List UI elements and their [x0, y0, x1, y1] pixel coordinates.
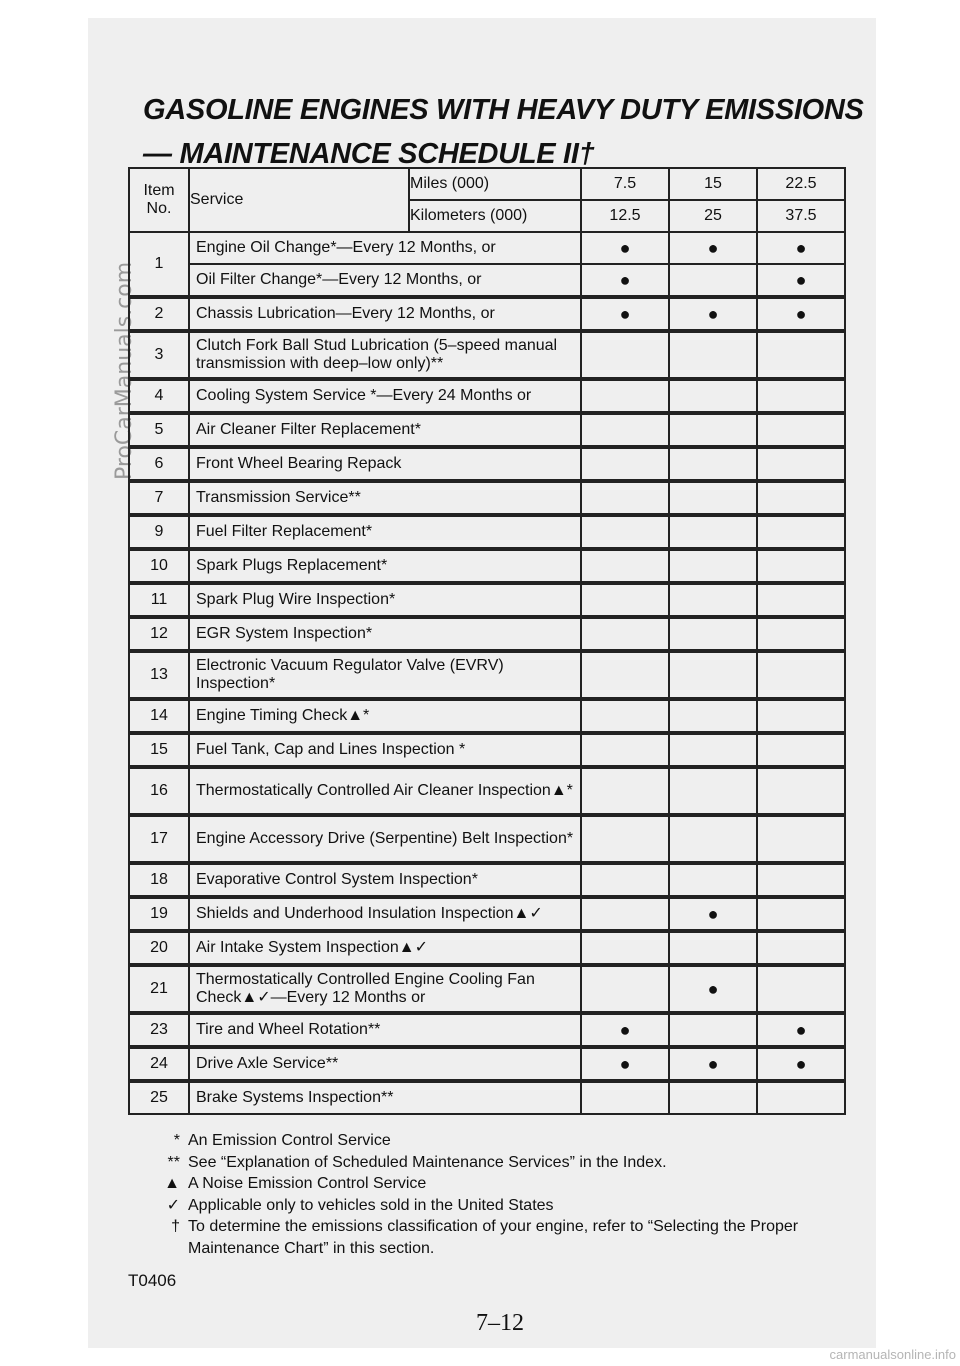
interval-mark — [669, 583, 757, 617]
service-description: Air Intake System Inspection▲✓ — [189, 931, 581, 965]
interval-mark: ● — [757, 1047, 845, 1081]
interval-mark — [669, 815, 757, 863]
interval-mark — [669, 379, 757, 413]
interval-mark — [581, 481, 669, 515]
table-row — [129, 897, 845, 931]
interval-mark: ● — [757, 232, 845, 264]
interval-mark — [581, 931, 669, 965]
item-number: 13 — [129, 651, 189, 699]
item-number: 6 — [129, 447, 189, 481]
interval-mark — [669, 515, 757, 549]
interval-mark — [757, 931, 845, 965]
item-number: 2 — [129, 297, 189, 331]
interval-mark — [757, 863, 845, 897]
interval-mark — [757, 331, 845, 379]
service-description: Evaporative Control System Inspection* — [189, 863, 581, 897]
interval-mark — [669, 447, 757, 481]
table-row — [129, 965, 845, 1013]
interval-mark — [757, 413, 845, 447]
header-service: Service — [189, 168, 409, 232]
interval-mark — [581, 1081, 669, 1114]
footnote — [150, 1216, 850, 1259]
item-number: 25 — [129, 1081, 189, 1114]
service-description: Engine Timing Check▲* — [189, 699, 581, 733]
service-description: Fuel Tank, Cap and Lines Inspection * — [189, 733, 581, 767]
interval-mark — [757, 515, 845, 549]
footnote-text: See “Explanation of Scheduled Maintenance Services” in the Index. — [188, 1153, 667, 1171]
interval-mark: ● — [581, 264, 669, 297]
interval-mark — [757, 897, 845, 931]
item-number: 15 — [129, 733, 189, 767]
interval-mark — [757, 447, 845, 481]
maintenance-schedule-table — [128, 167, 846, 1115]
footnote — [150, 1130, 850, 1152]
side-watermark: ProCarManuals.com — [112, 261, 137, 480]
footnote-text: Applicable only to vehicles sold in the United States — [188, 1196, 554, 1214]
header-miles-value: 22.5 — [757, 168, 845, 200]
interval-mark — [757, 617, 845, 651]
interval-mark — [669, 617, 757, 651]
service-description: Air Cleaner Filter Replacement* — [189, 413, 581, 447]
interval-mark: ● — [669, 232, 757, 264]
footnote — [150, 1152, 850, 1174]
item-number: 10 — [129, 549, 189, 583]
table-row — [129, 1081, 845, 1114]
interval-mark — [757, 965, 845, 1013]
table-row — [129, 699, 845, 733]
item-number: 21 — [129, 965, 189, 1013]
service-description: Thermostatically Controlled Engine Cooling Fan Check▲✓—Every 12 Months or — [189, 965, 581, 1013]
interval-mark — [581, 863, 669, 897]
interval-mark — [669, 651, 757, 699]
interval-mark — [757, 481, 845, 515]
interval-mark — [581, 515, 669, 549]
interval-mark — [669, 331, 757, 379]
interval-mark — [581, 897, 669, 931]
interval-mark — [669, 1081, 757, 1114]
service-description: Oil Filter Change*—Every 12 Months, or — [189, 264, 581, 297]
interval-mark — [669, 549, 757, 583]
service-description: Engine Oil Change*—Every 12 Months, or — [189, 232, 581, 264]
table-code: T0406 — [128, 1271, 177, 1290]
title-line-2: — MAINTENANCE SCHEDULE II† — [143, 138, 595, 170]
interval-mark — [757, 583, 845, 617]
interval-mark: ● — [581, 232, 669, 264]
interval-mark — [757, 699, 845, 733]
interval-mark — [581, 413, 669, 447]
item-number: 17 — [129, 815, 189, 863]
table-row — [129, 1013, 845, 1047]
service-description: Tire and Wheel Rotation** — [189, 1013, 581, 1047]
item-number: 16 — [129, 767, 189, 815]
table-row — [129, 931, 845, 965]
table-row — [129, 767, 845, 815]
footnote — [150, 1195, 850, 1217]
interval-mark — [757, 815, 845, 863]
dagger-icon: † — [171, 1218, 180, 1235]
interval-mark — [757, 549, 845, 583]
interval-mark: ● — [669, 1047, 757, 1081]
interval-mark: ● — [757, 297, 845, 331]
footnote-text: A Noise Emission Control Service — [188, 1175, 427, 1192]
table-row — [129, 481, 845, 515]
interval-mark — [581, 331, 669, 379]
interval-mark: ● — [669, 965, 757, 1013]
interval-mark — [581, 447, 669, 481]
interval-mark: ● — [581, 1013, 669, 1047]
interval-mark — [581, 583, 669, 617]
footer-watermark: carmanualsonline.info — [829, 1347, 956, 1362]
service-description: Thermostatically Controlled Air Cleaner Inspection▲* — [189, 767, 581, 815]
table-row — [129, 549, 845, 583]
interval-mark: ● — [669, 297, 757, 331]
item-number: 5 — [129, 413, 189, 447]
service-description: Shields and Underhood Insulation Inspection▲✓ — [189, 897, 581, 931]
interval-mark — [757, 379, 845, 413]
check-mark-icon: ✓ — [166, 1196, 180, 1214]
item-number: 24 — [129, 1047, 189, 1081]
table-row — [129, 733, 845, 767]
footnote-symbol: * — [173, 1132, 180, 1149]
table-row — [129, 1047, 845, 1081]
header-miles-value: 15 — [669, 168, 757, 200]
interval-mark — [669, 264, 757, 297]
table-row — [129, 583, 845, 617]
title-line-1: GASOLINE ENGINES WITH HEAVY DUTY EMISSIONS — [143, 94, 864, 126]
service-description: Engine Accessory Drive (Serpentine) Belt Inspection* — [189, 815, 581, 863]
interval-mark: ● — [669, 897, 757, 931]
interval-mark — [669, 733, 757, 767]
interval-mark — [581, 733, 669, 767]
item-number: 18 — [129, 863, 189, 897]
interval-mark — [581, 767, 669, 815]
interval-mark — [669, 699, 757, 733]
interval-mark — [581, 379, 669, 413]
service-description: Cooling System Service *—Every 24 Months or — [189, 379, 581, 413]
service-description: Electronic Vacuum Regulator Valve (EVRV) Inspection* — [189, 651, 581, 699]
item-number: 1 — [129, 232, 189, 297]
service-description: Transmission Service** — [189, 481, 581, 515]
interval-mark — [757, 1081, 845, 1114]
item-number: 9 — [129, 515, 189, 549]
interval-mark — [581, 965, 669, 1013]
table-row — [129, 863, 845, 897]
table-row — [129, 232, 845, 264]
footnote-text: An Emission Control Service — [188, 1132, 391, 1149]
table-row — [129, 447, 845, 481]
header-kilometers: Kilometers (000) — [409, 200, 581, 232]
service-description: EGR System Inspection* — [189, 617, 581, 651]
item-number: 7 — [129, 481, 189, 515]
item-number: 3 — [129, 331, 189, 379]
service-description: Front Wheel Bearing Repack — [189, 447, 581, 481]
table-row — [129, 413, 845, 447]
interval-mark: ● — [581, 297, 669, 331]
service-description: Brake Systems Inspection** — [189, 1081, 581, 1114]
item-number: 23 — [129, 1013, 189, 1047]
interval-mark — [669, 413, 757, 447]
interval-mark — [669, 863, 757, 897]
interval-mark — [757, 733, 845, 767]
header-km-value: 37.5 — [757, 200, 845, 232]
interval-mark — [581, 815, 669, 863]
service-description: Clutch Fork Ball Stud Lubrication (5–speed manual transmission with deep–low only)** — [189, 331, 581, 379]
item-number: 11 — [129, 583, 189, 617]
page-number: 7–12 — [476, 1310, 524, 1336]
item-number: 4 — [129, 379, 189, 413]
interval-mark — [669, 931, 757, 965]
item-number: 14 — [129, 699, 189, 733]
interval-mark: ● — [757, 1013, 845, 1047]
footnote — [150, 1173, 850, 1195]
interval-mark — [581, 549, 669, 583]
interval-mark — [669, 1013, 757, 1047]
service-description: Spark Plugs Replacement* — [189, 549, 581, 583]
header-miles: Miles (000) — [409, 168, 581, 200]
header-km-value: 25 — [669, 200, 757, 232]
interval-mark — [581, 699, 669, 733]
item-number: 12 — [129, 617, 189, 651]
table-row — [129, 264, 845, 297]
table-row — [129, 617, 845, 651]
table-row — [129, 815, 845, 863]
service-description: Drive Axle Service** — [189, 1047, 581, 1081]
interval-mark — [581, 651, 669, 699]
table-row — [129, 331, 845, 379]
page-title — [143, 88, 864, 176]
service-description: Chassis Lubrication—Every 12 Months, or — [189, 297, 581, 331]
header-item-no: Item No. — [129, 168, 189, 232]
item-number: 20 — [129, 931, 189, 965]
table-row — [129, 379, 845, 413]
interval-mark: ● — [581, 1047, 669, 1081]
footnote-symbol: ** — [167, 1153, 180, 1171]
interval-mark — [669, 767, 757, 815]
schedule-rows — [129, 232, 845, 1114]
service-description: Spark Plug Wire Inspection* — [189, 583, 581, 617]
interval-mark: ● — [757, 264, 845, 297]
interval-mark — [669, 481, 757, 515]
table-row — [129, 297, 845, 331]
item-number: 19 — [129, 897, 189, 931]
interval-mark — [757, 767, 845, 815]
header-miles-value: 7.5 — [581, 168, 669, 200]
warning-triangle-icon: ▲ — [164, 1175, 180, 1192]
footnote-text: To determine the emissions classification of your engine, refer to “Selecting the Proper Maintenance Chart” in this section. — [188, 1218, 799, 1257]
service-description: Fuel Filter Replacement* — [189, 515, 581, 549]
table-row — [129, 515, 845, 549]
header-km-value: 12.5 — [581, 200, 669, 232]
interval-mark — [581, 617, 669, 651]
footnotes — [150, 1130, 850, 1259]
interval-mark — [757, 651, 845, 699]
table-row — [129, 651, 845, 699]
